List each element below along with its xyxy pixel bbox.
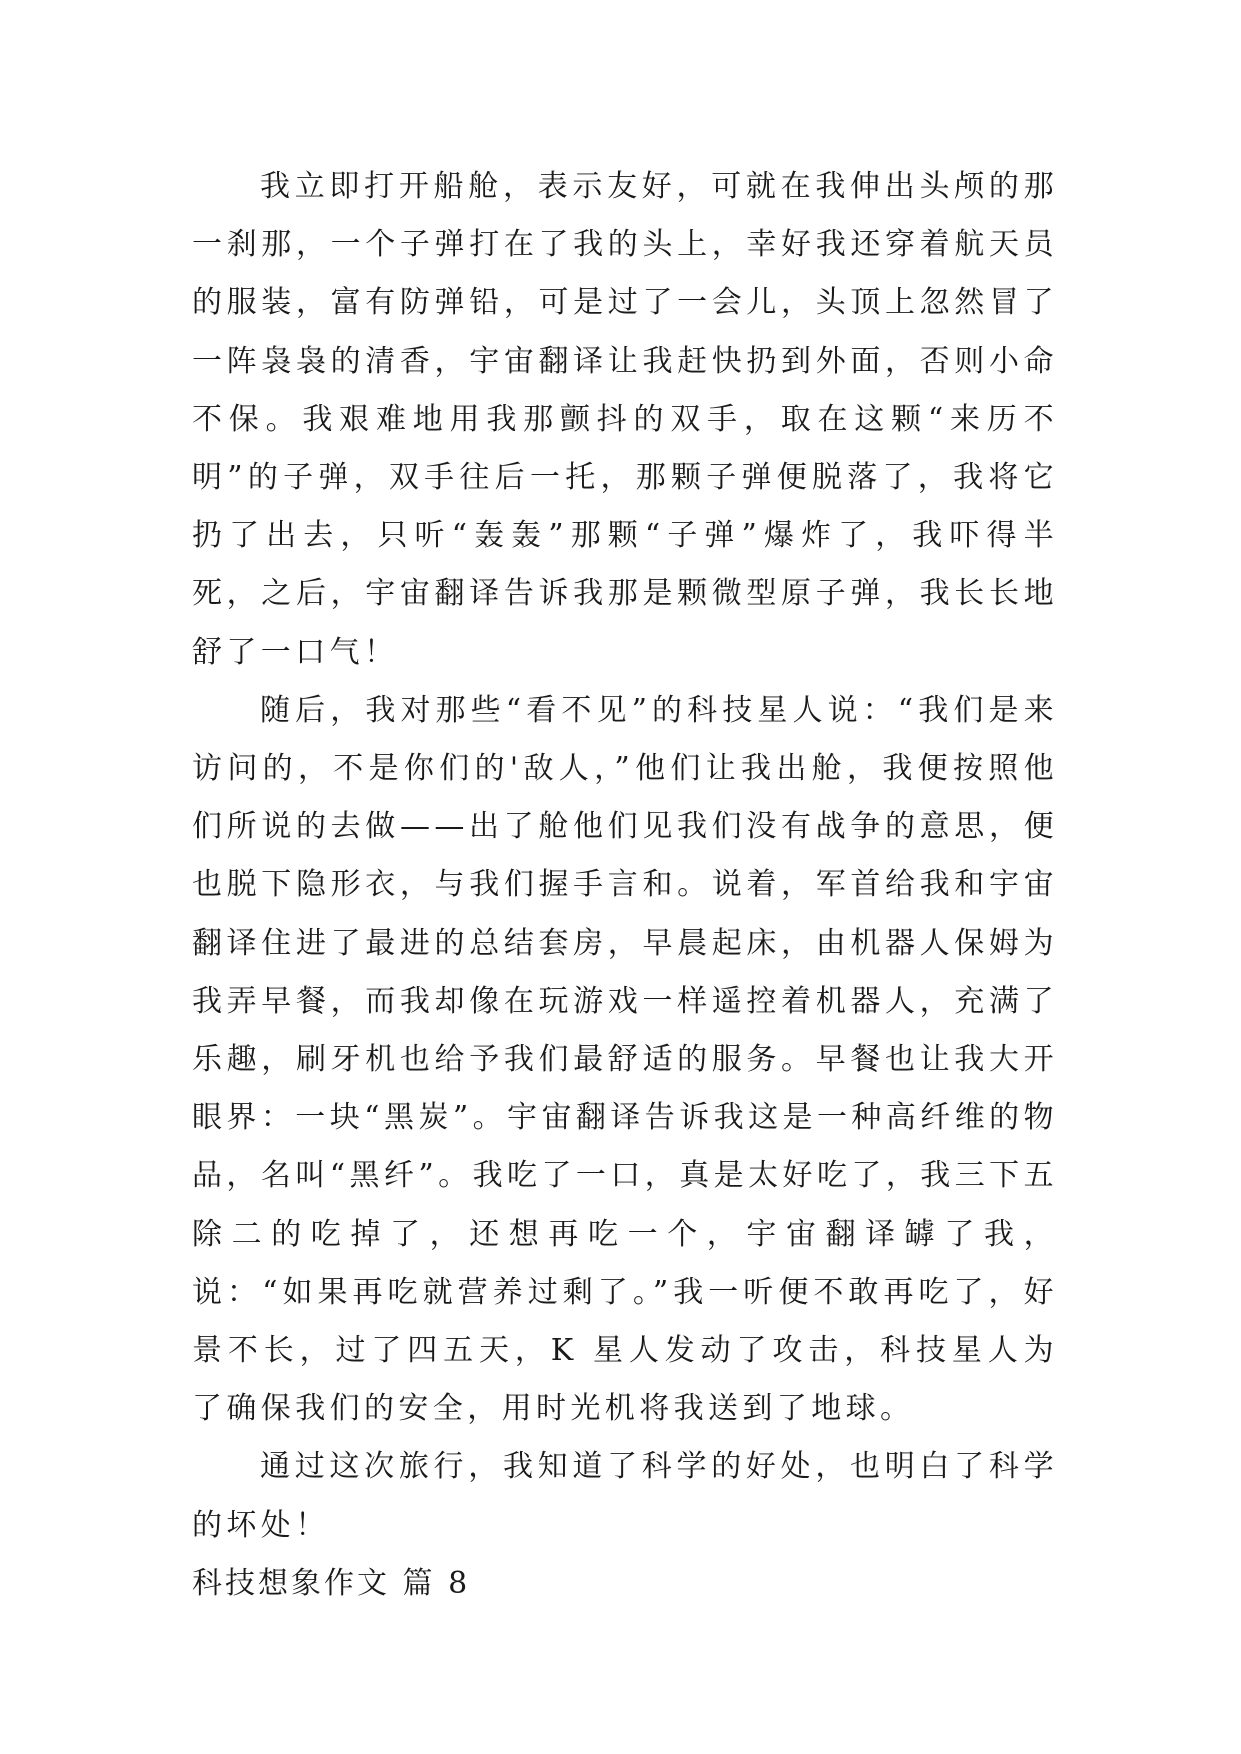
- document-body: [192, 158, 1058, 1613]
- section-heading: 科技想象作文 篇 8: [192, 1565, 471, 1601]
- paragraph-2: 随后，我对那些“看不见”的科技星人说：“我们是来访问的，不是你们的'敌人，”他们让我出舱，我便按照他们所说的去做——出了舱他们见我们没有战争的意思，便也脱下隐形衣，与我们握手言和。说着，军首给我和宇宙翻译住进了最进的总结套房，早晨起床，由机器人保姆为我弄早餐，而我却像在玩游戏一样遥控着机器人，充满了乐趣，刷牙机也给予我们最舒适的服务。早餐也让我大开眼界：一块“黑炭”。宇宙翻译告诉我这是一种高纤维的物品，名叫“黑纤”。我吃了一口，真是太好吃了，我三下五除二的吃掉了，还想再吃一个，宇宙翻译罅了我，说：“如果再吃就营养过剩了。”我一听便不敢再吃了，好景不长，过了四五天，K 星人发动了攻击，科技星人为了确保我们的安全，用时光机将我送到了地球。: [192, 692, 1058, 1427]
- paragraph-3: 通过这次旅行，我知道了科学的好处，也明白了科学的坏处！: [192, 1449, 1058, 1543]
- paragraph-1: 我立即打开船舱，表示友好，可就在我伸出头颅的那一刹那，一个子弹打在了我的头上，幸好我还穿着航天员的服装，富有防弹铅，可是过了一会儿，头顶上忽然冒了一阵袅袅的清香，宇宙翻译让我赶快扔到外面，否则小命不保。我艰难地用我那颤抖的双手，取在这颗“来历不明”的子弹，双手往后一托，那颗子弹便脱落了，我将它扔了出去，只听“轰轰”那颗“子弹”爆炸了，我吓得半死，之后，宇宙翻译告诉我那是颗微型原子弹，我长长地舒了一口气！: [192, 169, 1058, 670]
